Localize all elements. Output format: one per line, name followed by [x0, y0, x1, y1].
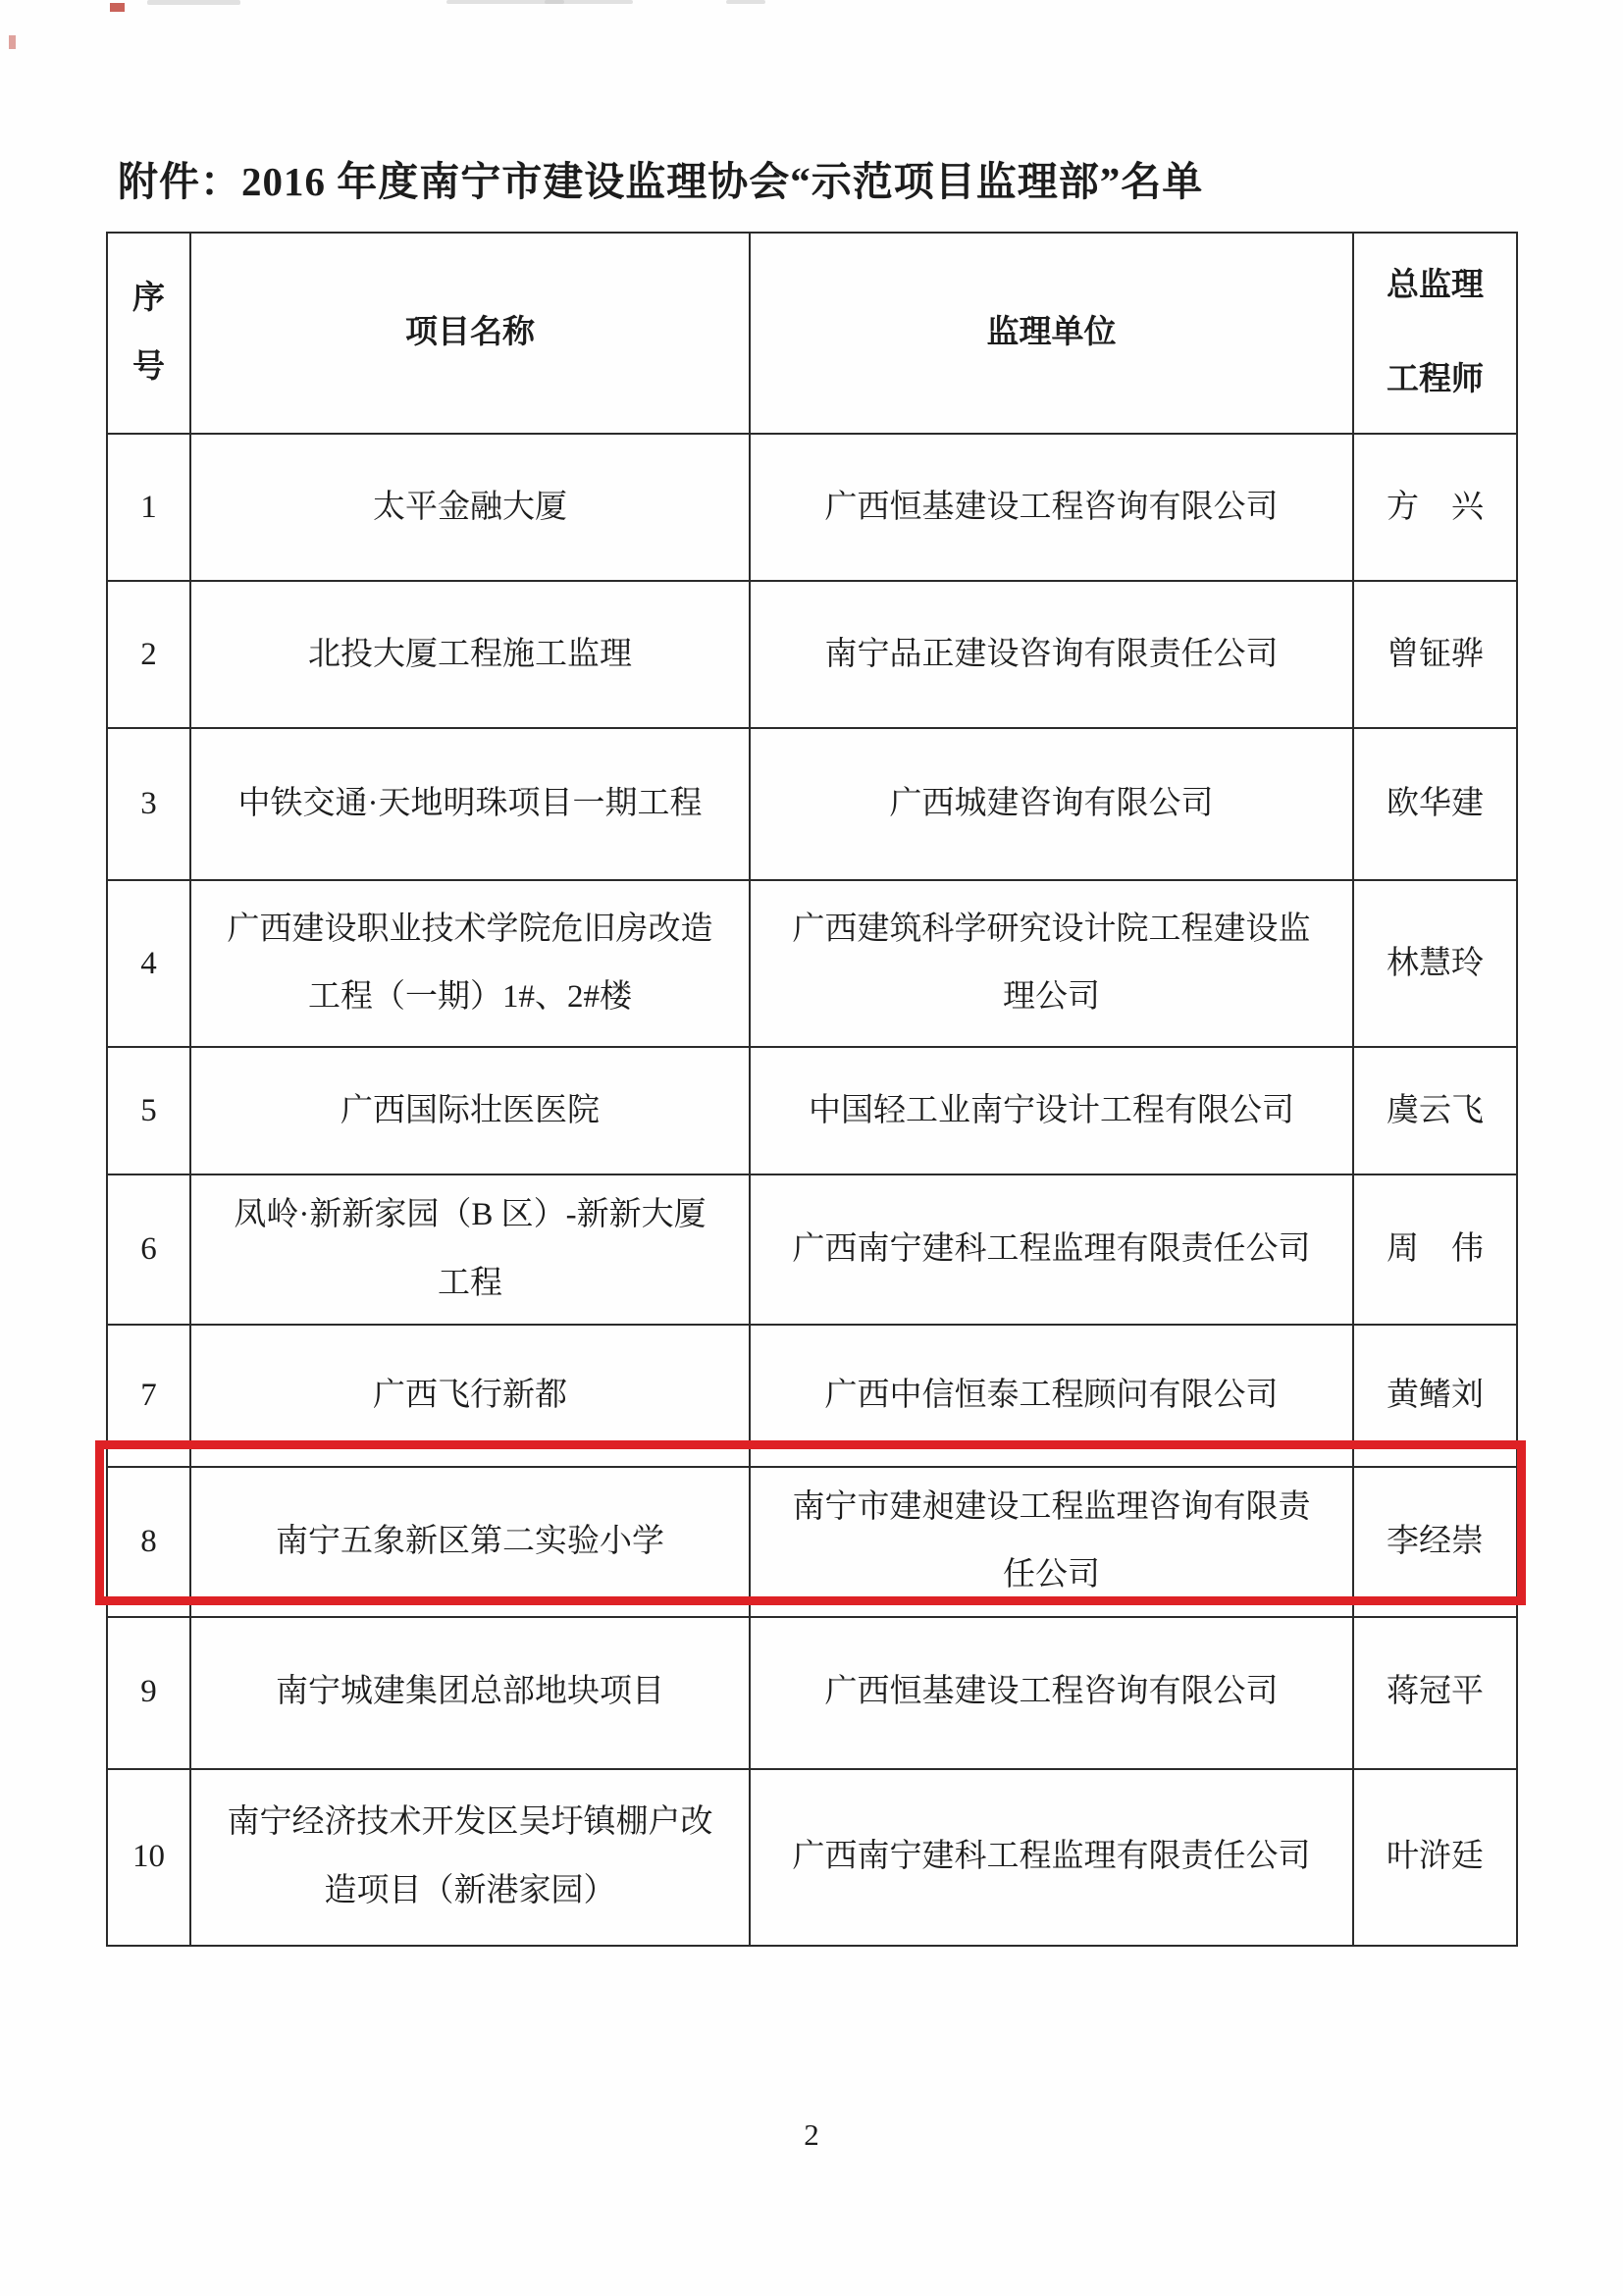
cell-chief: 林慧玲 [1353, 880, 1517, 1047]
cell-no: 1 [107, 434, 190, 581]
cell-chief: 曾钲骅 [1353, 581, 1517, 728]
cell-project: 凤岭·新新家园（B 区）-新新大厦工程 [190, 1174, 750, 1325]
page-title: 附件：2016 年度南宁市建设监理协会“示范项目监理部”名单 [118, 159, 1204, 204]
header-company: 监理单位 [750, 233, 1353, 434]
cell-company: 中国轻工业南宁设计工程有限公司 [750, 1047, 1353, 1174]
cell-chief: 方 兴 [1353, 434, 1517, 581]
table-row-highlighted [107, 1467, 1517, 1617]
cell-no: 6 [107, 1174, 190, 1325]
cell-company: 广西南宁建科工程监理有限责任公司 [750, 1174, 1353, 1325]
cell-company: 广西恒基建设工程咨询有限公司 [750, 434, 1353, 581]
cell-project: 北投大厦工程施工监理 [190, 581, 750, 728]
cell-company: 广西恒基建设工程咨询有限公司 [750, 1617, 1353, 1769]
cell-chief: 蒋冠平 [1353, 1617, 1517, 1769]
header-chief: 总监理工程师 [1353, 233, 1517, 434]
table-row [107, 581, 1517, 728]
scan-artifact [147, 0, 240, 5]
cell-no: 10 [107, 1769, 190, 1946]
red-ink-mark [110, 3, 125, 12]
cell-chief: 周 伟 [1353, 1174, 1517, 1325]
cell-project: 广西建设职业技术学院危旧房改造工程（一期）1#、2#楼 [190, 880, 750, 1047]
cell-project: 广西飞行新都 [190, 1325, 750, 1467]
table-row [107, 880, 1517, 1047]
cell-company: 南宁品正建设咨询有限责任公司 [750, 581, 1353, 728]
table-row [107, 1617, 1517, 1769]
cell-chief: 李经崇 [1353, 1467, 1517, 1617]
cell-project: 中铁交通·天地明珠项目一期工程 [190, 728, 750, 880]
table-row [107, 1047, 1517, 1174]
cell-company: 广西建筑科学研究设计院工程建设监理公司 [750, 880, 1353, 1047]
cell-no: 7 [107, 1325, 190, 1467]
header-no: 序号 [107, 233, 190, 434]
table-row [107, 1769, 1517, 1946]
cell-project: 南宁五象新区第二实验小学 [190, 1467, 750, 1617]
page-number: 2 [804, 2117, 819, 2152]
scan-artifact [545, 0, 633, 4]
cell-chief: 欧华建 [1353, 728, 1517, 880]
table-row [107, 434, 1517, 581]
cell-no: 8 [107, 1467, 190, 1617]
cell-no: 3 [107, 728, 190, 880]
cell-project: 太平金融大厦 [190, 434, 750, 581]
cell-company: 南宁市建昶建设工程监理咨询有限责任公司 [750, 1467, 1353, 1617]
cell-no: 9 [107, 1617, 190, 1769]
table-header-row [107, 233, 1517, 434]
cell-no: 4 [107, 880, 190, 1047]
header-project: 项目名称 [190, 233, 750, 434]
cell-company: 广西城建咨询有限公司 [750, 728, 1353, 880]
scan-artifact [726, 0, 765, 4]
cell-chief: 虞云飞 [1353, 1047, 1517, 1174]
cell-project: 南宁经济技术开发区吴圩镇棚户改造项目（新港家园） [190, 1769, 750, 1946]
red-ink-mark [9, 35, 16, 49]
table-row [107, 1174, 1517, 1325]
cell-project: 广西国际壮医医院 [190, 1047, 750, 1174]
supervision-project-table [106, 232, 1518, 1947]
table-row [107, 1325, 1517, 1467]
cell-no: 2 [107, 581, 190, 728]
table-row [107, 728, 1517, 880]
cell-project: 南宁城建集团总部地块项目 [190, 1617, 750, 1769]
cell-chief: 黄鳍刘 [1353, 1325, 1517, 1467]
cell-no: 5 [107, 1047, 190, 1174]
cell-chief: 叶浒廷 [1353, 1769, 1517, 1946]
cell-company: 广西南宁建科工程监理有限责任公司 [750, 1769, 1353, 1946]
cell-company: 广西中信恒泰工程顾问有限公司 [750, 1325, 1353, 1467]
